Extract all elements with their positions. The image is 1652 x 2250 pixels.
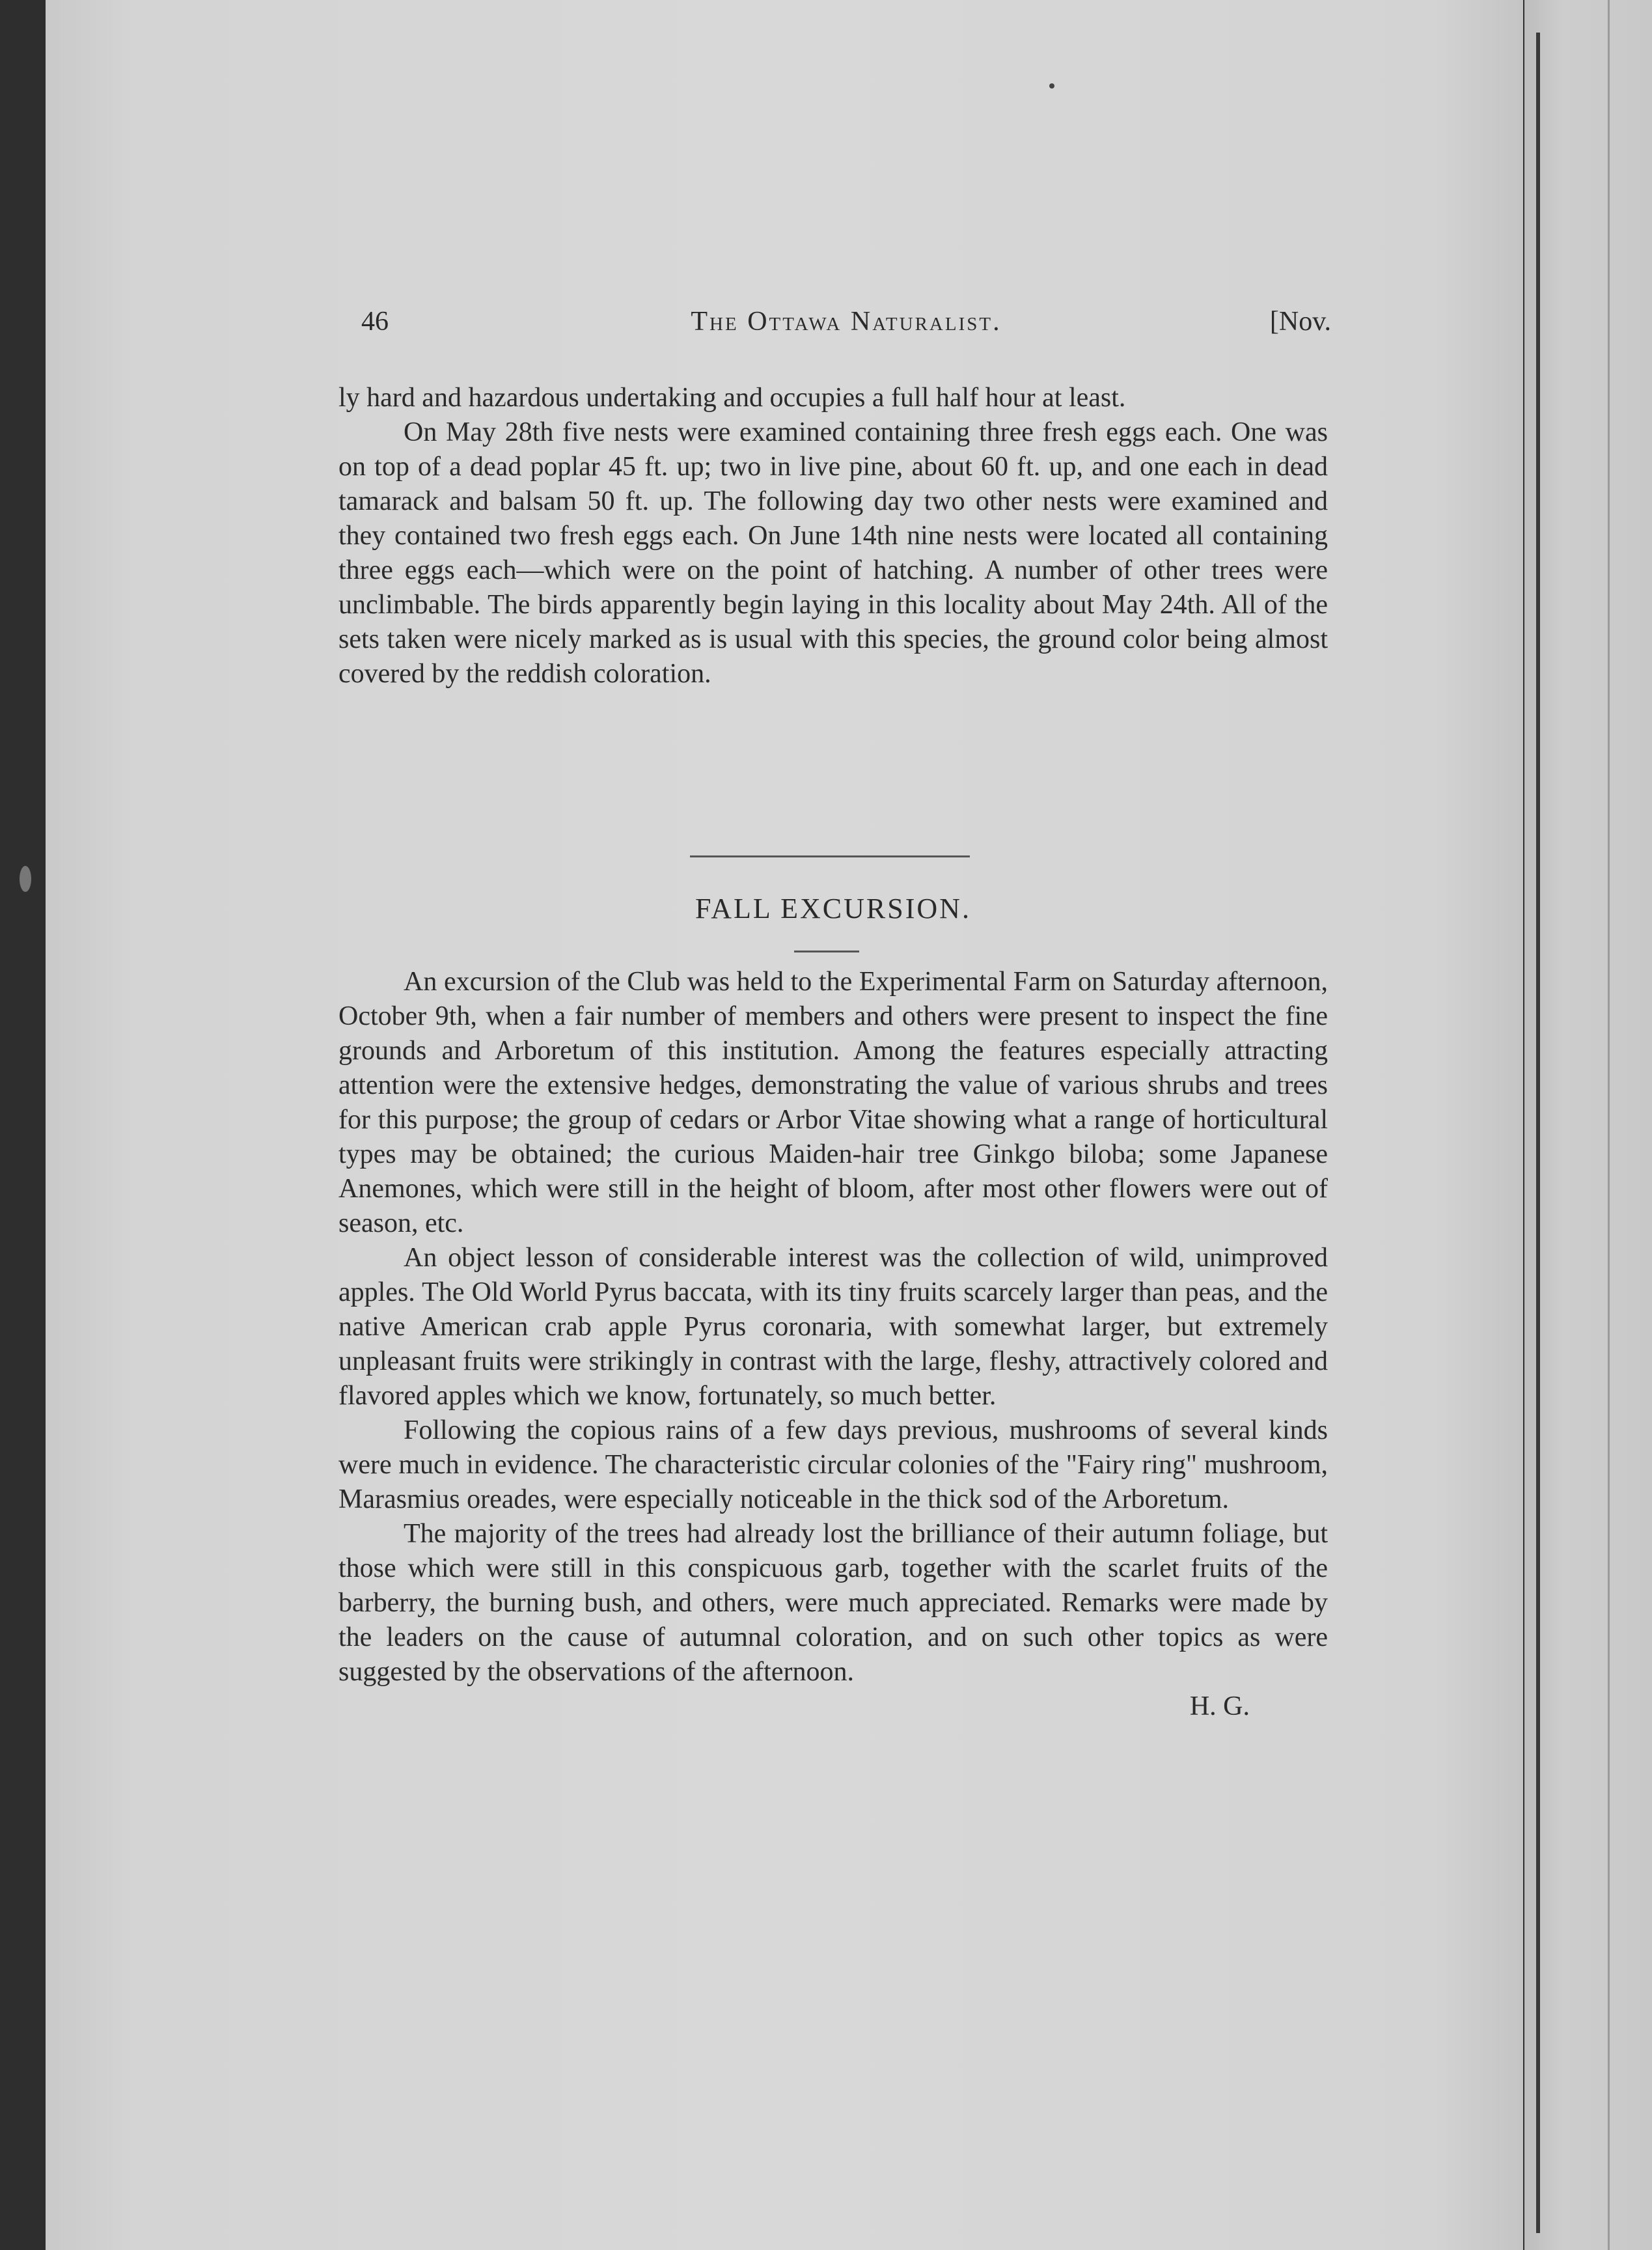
paragraph-apples: An object lesson of considerable interest was the collection of wild, unimproved apples. The Old World Pyrus baccata, with its tiny fruits scarcely larger than peas, and the native American crab apple Pyrus coronaria, with somewhat larger, but extremely unpleasant fruits were strikingly in contrast with the large, fleshy, attractively colored and flavored apples which we know, fortunately, so much better. (338, 1243, 1328, 1411)
article-heading: FALL EXCURSION. (695, 893, 971, 924)
section-divider (690, 855, 970, 857)
page-number: 46 (361, 307, 389, 337)
scan-blemish (20, 866, 31, 892)
facing-page-edge (1524, 0, 1652, 2250)
signature-row (338, 1689, 1328, 1724)
paragraph-excursion: An excursion of the Club was held to the Experimental Farm on Saturday afternoon, October 9th, when a fair number of members and others were present to inspect the fine grounds and Arboretum of this institution. Among the features especially attracting attention were the extensive hedges, demonstrating the value of various shrubs and trees for this purpose; the group of cedars or Arbor Vitae showing what a range of horticultural types may be obtained; the curious Maiden-hair tree Ginkgo biloba; some Japanese Anemones, which were still in the height of bloom, after most other flowers were out of season, etc. (338, 967, 1328, 1238)
paragraph-nests: On May 28th five nests were examined containing three fresh eggs each. One was on top of a dead poplar 45 ft. up; two in live pine, about 60 ft. up, and one each in dead tamarack and balsam 50 ft. up. The following day two other nests were examined and they contained two fresh eggs each. On June 14th nine nests were located all containing three eggs each—which were on the point of hatching. A number of other trees were unclimbable. The birds apparently begin laying in this locality about May 24th. All of the sets taken were nicely marked as is usual with this species, the ground color being almost covered by the reddish coloration. (338, 417, 1328, 689)
paragraph-continued: ly hard and hazardous undertaking and occupies a full half hour at least. (338, 383, 1126, 413)
page-edge-line (1608, 0, 1610, 2250)
heading-underline (794, 951, 859, 952)
author-signature: H. G. (1189, 1691, 1250, 1721)
issue-month: [Nov. (1269, 307, 1331, 337)
continued-text (338, 381, 1328, 691)
paragraph-mushrooms: Following the copious rains of a few days previous, mushrooms of several kinds were much in evidence. The characteristic circular colonies of the "Fairy ring" mushroom, Marasmius oreades, were especially noticeable in the thick sod of the Arboretum. (338, 1415, 1328, 1514)
journal-title: The Ottawa Naturalist. (691, 307, 1002, 337)
running-head (361, 306, 1331, 345)
scan-speck (1049, 83, 1054, 89)
gutter-shadow (1536, 33, 1540, 2233)
paragraph-foliage: The majority of the trees had already lost the brilliance of their autumn foliage, but those which were still in this conspicuous garb, together with the scarlet fruits of the barberry, the burning bush, and others, were much appreciated. Remarks were made by the leaders on the cause of autumnal coloration, and on such other topics as were suggested by the observations of the afternoon. (338, 1519, 1328, 1687)
article-body (338, 965, 1328, 1724)
